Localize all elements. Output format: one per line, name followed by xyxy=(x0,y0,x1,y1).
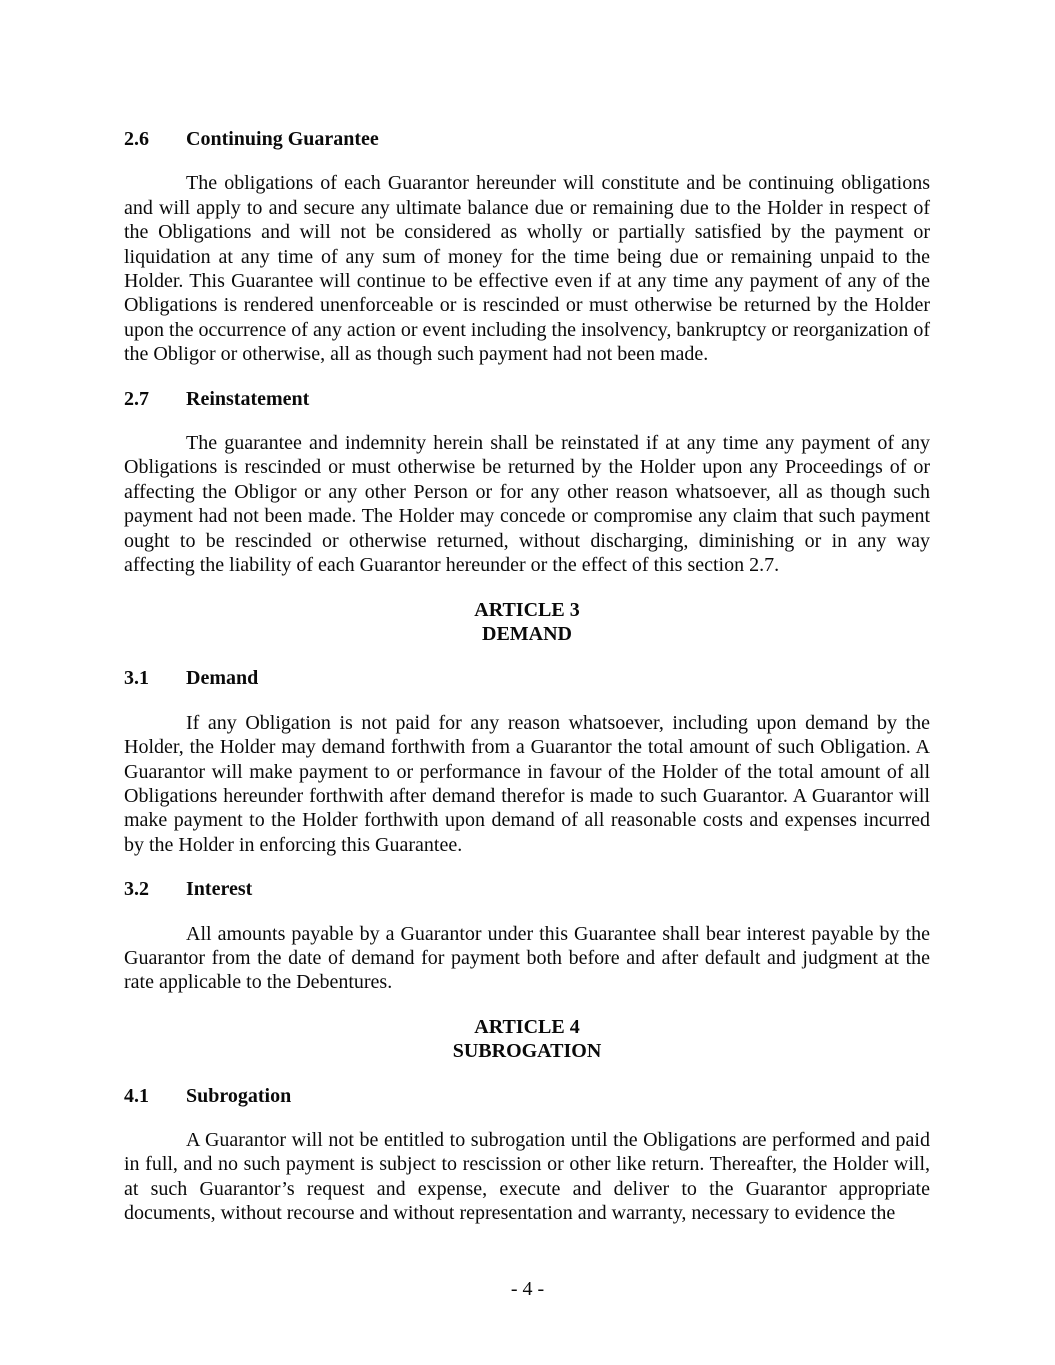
article-title: ARTICLE 4 xyxy=(474,1015,580,1038)
article-subtitle: DEMAND xyxy=(482,622,572,645)
body-paragraph: All amounts payable by a Guarantor under this Guarantee shall bear interest payable by the Guarantor from the date of demand for payment both before and after default and judgment at the rate applicable to the Debentures. xyxy=(124,922,930,994)
body-paragraph: The guarantee and indemnity herein shall be reinstated if at any time any payment of any Obligations is rescinded or must otherwise be returned by the Holder upon any Proceedings of or affecting the Obligor or any other Person or for any other reason whatsoever, all as though such payment had not been made. The Holder may concede or compromise any claim that such payment ought to be rescinded or otherwise returned, without discharging, diminishing or in any way affecting the liability of each Guarantor hereunder or the effect of this section 2.7. xyxy=(124,432,930,577)
section-number: 4.1 xyxy=(124,1084,149,1107)
section-number: 2.7 xyxy=(124,387,149,410)
article-subtitle: SUBROGATION xyxy=(452,1040,602,1063)
body-paragraph: A Guarantor will not be entitled to subrogation until the Obligations are performed and paid in full, and no such payment is subject to rescission or other like return. Thereafter, the Holder will, at such Guarantor’s request and expense, execute and deliver to the Guarantor appropriate documents, without recourse and without representation and warranty, necessary to evidence the xyxy=(124,1129,930,1225)
section-title: Demand xyxy=(186,667,259,690)
section-heading-2-6 xyxy=(124,127,930,151)
page-number: - 4 - xyxy=(510,1278,545,1300)
article-title: ARTICLE 3 xyxy=(474,598,580,621)
section-number: 3.2 xyxy=(124,878,149,901)
section-title: Reinstatement xyxy=(186,387,310,410)
section-number: 3.1 xyxy=(124,667,149,690)
section-title: Interest xyxy=(186,878,253,901)
section-heading-3-1 xyxy=(124,666,930,690)
article-heading-3 xyxy=(124,598,930,647)
section-heading-2-7 xyxy=(124,387,930,411)
section-title: Continuing Guarantee xyxy=(186,128,379,150)
section-number: 2.6 xyxy=(124,128,149,150)
section-title: Subrogation xyxy=(186,1084,292,1107)
body-paragraph: If any Obligation is not paid for any reason whatsoever, including upon demand by the Holder, the Holder may demand forthwith from a Guarantor the total amount of such Obligation. A Guarantor will make payment to or performance in favour of the Holder of the total amount of all Obligations hereunder forthwith after demand therefor is made to such Guarantor. A Guarantor will make payment to the Holder forthwith upon demand of all reasonable costs and expenses incurred by the Holder in enforcing this Guarantee. xyxy=(124,711,930,856)
article-heading-4 xyxy=(124,1015,930,1064)
page-footer xyxy=(0,1277,1055,1301)
section-heading-4-1 xyxy=(124,1084,930,1108)
body-paragraph: The obligations of each Guarantor hereunder will constitute and be continuing obligations and will apply to and secure any ultimate balance due or remaining due to the Holder in respect of the Obligations and will not be considered as wholly or partially satisfied by the payment or liquidation at any time of any sum of money for the time being due or remaining unpaid to the Holder. This Guarantee will continue to be effective even if at any time any payment of any of the Obligations is rendered unenforceable or is rescinded or must otherwise be returned by the Holder upon the occurrence of any action or event including the insolvency, bankruptcy or reorganization of the Obligor or otherwise, all as though such payment had not been made. xyxy=(124,172,930,366)
section-heading-3-2 xyxy=(124,877,930,901)
